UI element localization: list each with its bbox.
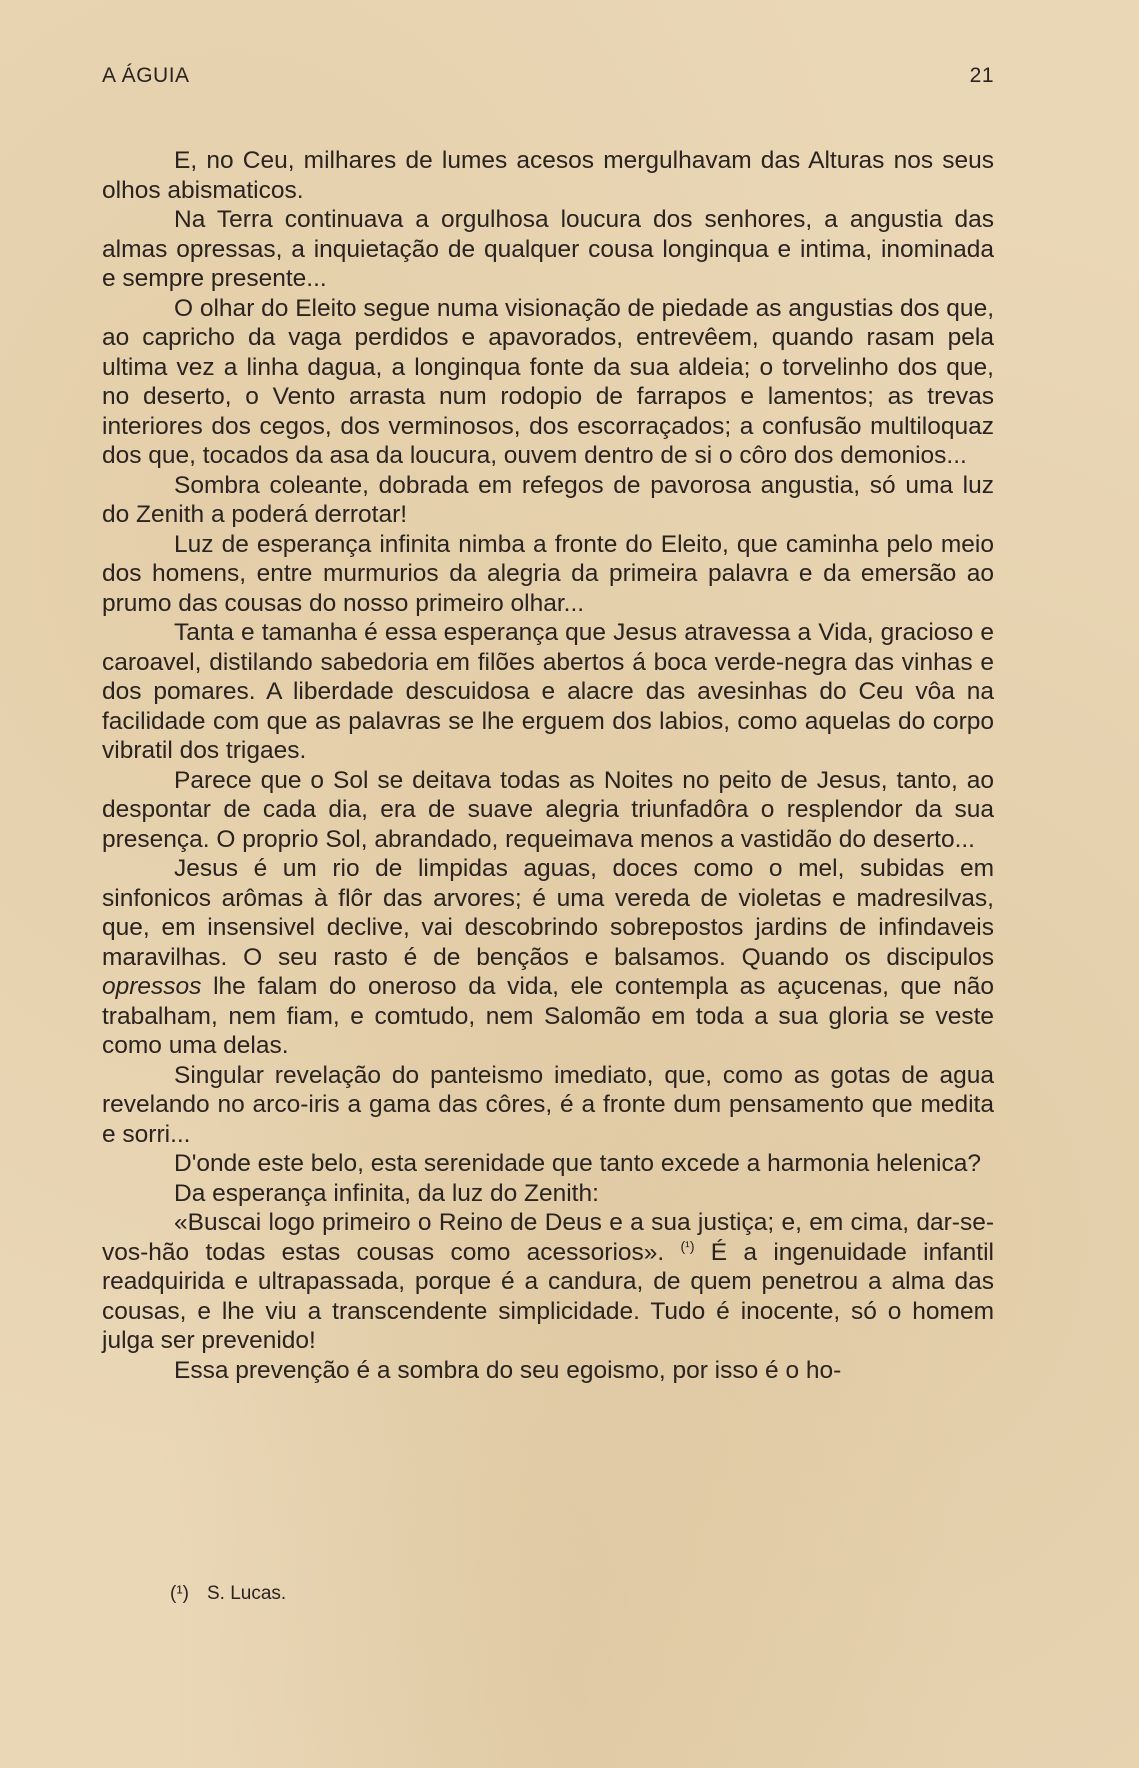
paragraph-text: Jesus é um rio de limpidas aguas, doces como o mel, subidas em sinfonicos arômas à flôr das arvores; é uma vereda de violetas e madresilvas, que, em insensivel declive, vai descobrindo sobrepostos jardins de infindaveis maravilhas. O seu rasto é de bençãos e balsamos. Quando os discipulos (102, 855, 994, 971)
journal-title: A ÁGUIA (102, 64, 190, 87)
paragraph: O olhar do Eleito segue numa visionação de piedade as angustias dos que, ao capricho da vaga perdidos e apavorados, entrevêem, quando rasam pela ultima vez a linha dagua, a longinqua fonte da sua aldeia; o torvelinho dos que, no deserto, o Vento arrasta num rodopio de farrapos e lamentos; as trevas interiores dos cegos, dos verminosos, dos escorraçados; a confusão multiloquaz dos que, tocados da asa da loucura, ouvem dentro de si o côro dos demonios... (102, 294, 994, 469)
paragraph: Na Terra continuava a orgulhosa loucura dos senhores, a angustia das almas opressas, a inquietação de qualquer cousa longinqua e intima, inominada e sempre presente... (102, 206, 994, 292)
running-head (102, 64, 994, 94)
paragraph: Da esperança infinita, da luz do Zenith: (174, 1179, 599, 1207)
paragraph: Essa prevenção é a sombra do seu egoismo, por isso é o ho- (174, 1356, 842, 1384)
paragraph: E, no Ceu, milhares de lumes acesos mergulhavam das Alturas nos seus olhos abismaticos. (102, 147, 994, 204)
paragraph: Tanta e tamanha é essa esperança que Jesus atravessa a Vida, gracioso e caroavel, distilando sabedoria em filões abertos á boca verde-negra das vinhas e dos pomares. A liberdade descuidosa e alacre das avesinhas do Ceu vôa na facilidade com que as palavras se lhe erguem dos labios, como aquelas do corpo vibratil dos trigaes. (102, 619, 994, 764)
footnote (170, 1583, 286, 1605)
paragraph-text: «Buscai logo primeiro o Reino de Deus e a sua justiça; e, em cima, dar-se-vos-hão todas estas cousas como acessorios». (102, 1209, 994, 1266)
page-number: 21 (969, 64, 994, 87)
footnote-reference: (¹) (680, 1237, 695, 1254)
paragraph: Singular revelação do panteismo imediato, que, como as gotas de agua revelando no arco-iris a gama das côres, é a fronte dum pensamento que medita e sorri... (102, 1061, 994, 1148)
paragraph: Luz de esperança infinita nimba a fronte do Eleito, que caminha pelo meio dos homens, entre murmurios da alegria da primeira palavra e da emersão ao prumo das cousas do nosso primeiro olhar... (102, 530, 994, 617)
paragraph-text: É a ingenuidade infantil readquirida e ultrapassada, porque é a candura, de quem penetrou a alma das cousas, e lhe viu a transcendente simplicidade. Tudo é inocente, só o homem julga ser prevenido! (102, 1238, 994, 1354)
footnote-mark: (¹) (170, 1583, 189, 1604)
footnote-text: S. Lucas. (206, 1583, 287, 1604)
paragraph: Parece que o Sol se deitava todas as Noites no peito de Jesus, tanto, ao despontar de cada dia, era de suave alegria triunfadôra o resplendor da sua presença. O proprio Sol, abrandado, requeimava menos a vastidão do deserto... (102, 766, 994, 853)
italic-word: opressos (102, 973, 202, 1000)
paragraph-text: lhe falam do oneroso da vida, ele contempla as açucenas, que não trabalham, nem fiam, e comtudo, nem Salomão em toda a sua gloria se veste como uma delas. (102, 973, 994, 1059)
paragraph: D'onde este belo, esta serenidade que tanto excede a harmonia helenica? (174, 1150, 981, 1177)
paragraph: Sombra coleante, dobrada em refegos de pavorosa angustia, só uma luz do Zenith a poderá derrotar! (102, 471, 994, 528)
paragraph (102, 1208, 994, 1356)
main-text (102, 146, 994, 1385)
paragraph (102, 854, 994, 1061)
